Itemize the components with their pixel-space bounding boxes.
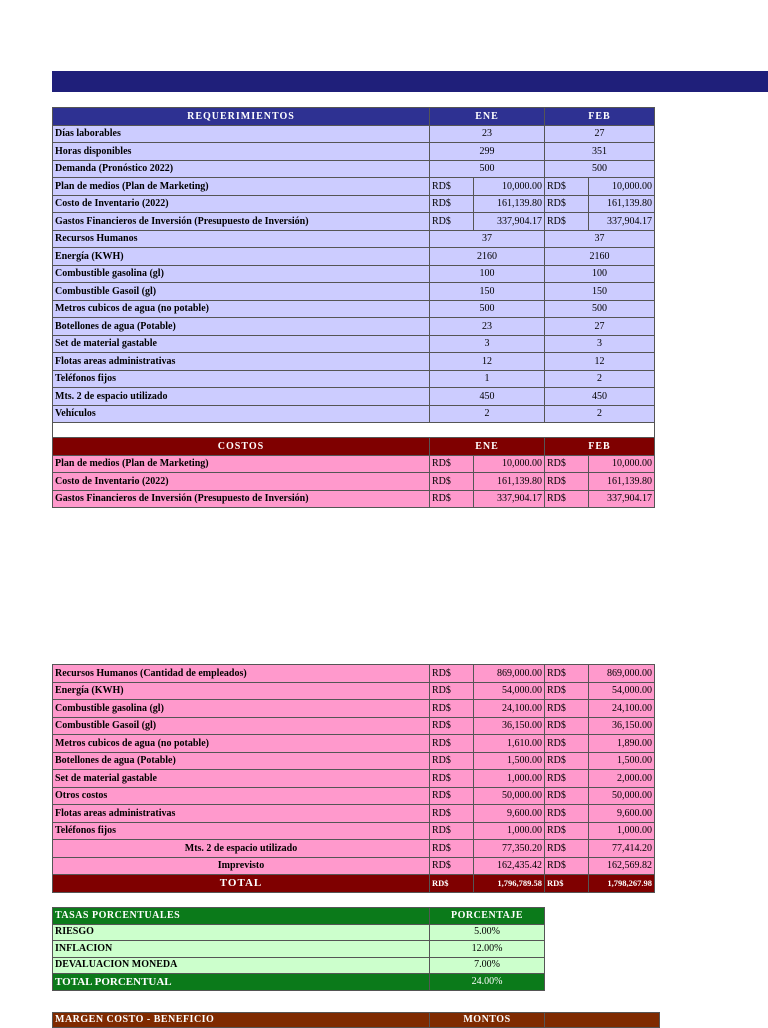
value-feb: 100: [545, 265, 655, 283]
value-ene: 1,000.00: [474, 770, 545, 788]
costos-col-feb: FEB: [545, 438, 655, 456]
costos-row: [53, 840, 655, 858]
costos-body-bottom: [53, 665, 655, 875]
total-cur-feb: RD$: [545, 875, 589, 893]
value-feb: 500: [545, 160, 655, 178]
row-label: Botellones de agua (Potable): [53, 752, 430, 770]
row-label: Set de material gastable: [53, 335, 430, 353]
row-label: Demanda (Pronóstico 2022): [53, 160, 430, 178]
value-ene: 36,150.00: [474, 717, 545, 735]
costos-title: COSTOS: [53, 438, 430, 456]
margen-title: MARGEN COSTO - BENEFICIO: [53, 1013, 430, 1028]
currency-ene: RD$: [430, 195, 474, 213]
currency-ene: RD$: [430, 717, 474, 735]
currency-feb: RD$: [545, 822, 589, 840]
row-label: Horas disponibles: [53, 143, 430, 161]
currency-feb: RD$: [545, 455, 589, 473]
currency-feb: RD$: [545, 770, 589, 788]
value-ene: 3: [430, 335, 545, 353]
costos-row: [53, 665, 655, 683]
total-cur-ene: RD$: [430, 875, 474, 893]
costos-table: [52, 437, 655, 508]
currency-feb: RD$: [545, 700, 589, 718]
value-ene: 161,139.80: [474, 195, 545, 213]
value-feb: 162,569.82: [589, 857, 655, 875]
currency-feb: RD$: [545, 717, 589, 735]
row-label: Plan de medios (Plan de Marketing): [53, 455, 430, 473]
costos-total-row: [53, 875, 655, 893]
requerimientos-row: [53, 335, 655, 353]
requerimientos-row: [53, 178, 655, 196]
margen-table: [52, 1012, 660, 1028]
currency-ene: RD$: [430, 735, 474, 753]
costos-row: [53, 805, 655, 823]
costos-row: [53, 752, 655, 770]
value-feb: 54,000.00: [589, 682, 655, 700]
value-feb: 337,904.17: [589, 490, 655, 508]
currency-ene: RD$: [430, 822, 474, 840]
row-label: Combustible Gasoil (gl): [53, 283, 430, 301]
currency-ene: RD$: [430, 490, 474, 508]
value-feb: 10,000.00: [589, 178, 655, 196]
row-label: Set de material gastable: [53, 770, 430, 788]
value-feb: 337,904.17: [589, 213, 655, 231]
value-ene: 100: [430, 265, 545, 283]
value-ene: 10,000.00: [474, 178, 545, 196]
total-ene: 1,796,789.58: [474, 875, 545, 893]
tasa-value: 5.00%: [430, 924, 545, 941]
margen-col-empty: [545, 1013, 660, 1028]
costos-row: [53, 700, 655, 718]
total-feb: 1,798,267.98: [589, 875, 655, 893]
requerimientos-row: [53, 213, 655, 231]
requerimientos-row: [53, 265, 655, 283]
value-ene: 10,000.00: [474, 455, 545, 473]
row-label: Plan de medios (Plan de Marketing): [53, 178, 430, 196]
tasas-row: [53, 957, 545, 974]
costos-row: [53, 735, 655, 753]
costos-row: [53, 822, 655, 840]
currency-ene: RD$: [430, 770, 474, 788]
currency-ene: RD$: [430, 178, 474, 196]
requerimientos-body: [53, 125, 655, 440]
currency-feb: RD$: [545, 787, 589, 805]
value-ene: 1: [430, 370, 545, 388]
tasa-value: 7.00%: [430, 957, 545, 974]
row-label: Energía (KWH): [53, 682, 430, 700]
requerimientos-row: [53, 143, 655, 161]
value-ene: 24,100.00: [474, 700, 545, 718]
requerimientos-header: [53, 108, 655, 126]
row-label: Recursos Humanos (Cantidad de empleados): [53, 665, 430, 683]
tasas-row: [53, 924, 545, 941]
tasa-label: RIESGO: [53, 924, 430, 941]
currency-feb: RD$: [545, 213, 589, 231]
row-label: Recursos Humanos: [53, 230, 430, 248]
value-ene: 150: [430, 283, 545, 301]
row-label: Metros cubicos de agua (no potable): [53, 300, 430, 318]
row-label: Otros costos: [53, 787, 430, 805]
row-label: Gastos Financieros de Inversión (Presupuesto de Inversión): [53, 490, 430, 508]
row-label: Costo de Inventario (2022): [53, 195, 430, 213]
margen-col-montos: MONTOS: [430, 1013, 545, 1028]
requerimientos-row: [53, 353, 655, 371]
row-label: Teléfonos fijos: [53, 822, 430, 840]
value-ene: 9,600.00: [474, 805, 545, 823]
currency-ene: RD$: [430, 787, 474, 805]
row-label: Teléfonos fijos: [53, 370, 430, 388]
total-label: TOTAL: [53, 875, 430, 893]
value-feb: 36,150.00: [589, 717, 655, 735]
row-label: Gastos Financieros de Inversión (Presupuesto de Inversión): [53, 213, 430, 231]
requerimientos-row: [53, 125, 655, 143]
value-ene: 337,904.17: [474, 490, 545, 508]
costos-row: [53, 787, 655, 805]
row-label: Imprevisto: [53, 857, 430, 875]
value-feb: 1,000.00: [589, 822, 655, 840]
value-ene: 12: [430, 353, 545, 371]
col-feb: FEB: [545, 108, 655, 126]
currency-feb: RD$: [545, 195, 589, 213]
value-feb: 2: [545, 405, 655, 423]
costos-row: [53, 770, 655, 788]
value-ene: 77,350.20: [474, 840, 545, 858]
value-feb: 10,000.00: [589, 455, 655, 473]
value-feb: 869,000.00: [589, 665, 655, 683]
row-label: Combustible Gasoil (gl): [53, 717, 430, 735]
value-feb: 2: [545, 370, 655, 388]
value-feb: 161,139.80: [589, 473, 655, 491]
value-ene: 162,435.42: [474, 857, 545, 875]
currency-feb: RD$: [545, 857, 589, 875]
costos-row: [53, 455, 655, 473]
row-label: Combustible gasolina (gl): [53, 700, 430, 718]
requerimientos-row: [53, 370, 655, 388]
value-feb: 24,100.00: [589, 700, 655, 718]
row-label: Metros cubicos de agua (no potable): [53, 735, 430, 753]
value-feb: 50,000.00: [589, 787, 655, 805]
value-ene: 500: [430, 300, 545, 318]
requerimientos-row: [53, 318, 655, 336]
value-feb: 150: [545, 283, 655, 301]
value-feb: 3: [545, 335, 655, 353]
currency-ene: RD$: [430, 857, 474, 875]
currency-ene: RD$: [430, 213, 474, 231]
row-label: Mts. 2 de espacio utilizado: [53, 388, 430, 406]
costos-row: [53, 490, 655, 508]
value-feb: 500: [545, 300, 655, 318]
tasas-row: [53, 941, 545, 958]
requerimientos-row: [53, 195, 655, 213]
costos-row: [53, 857, 655, 875]
costos-col-ene: ENE: [430, 438, 545, 456]
row-label: Costo de Inventario (2022): [53, 473, 430, 491]
value-feb: 161,139.80: [589, 195, 655, 213]
tasas-col-porcentaje: PORCENTAJE: [430, 908, 545, 925]
value-ene: 2: [430, 405, 545, 423]
requerimientos-row: [53, 230, 655, 248]
value-ene: 161,139.80: [474, 473, 545, 491]
tasas-total-value: 24.00%: [430, 974, 545, 991]
value-feb: 77,414.20: [589, 840, 655, 858]
tasas-title: TASAS PORCENTUALES: [53, 908, 430, 925]
value-ene: 1,000.00: [474, 822, 545, 840]
row-label: Combustible gasolina (gl): [53, 265, 430, 283]
currency-feb: RD$: [545, 735, 589, 753]
value-ene: 23: [430, 318, 545, 336]
costos-row: [53, 473, 655, 491]
row-label: Flotas areas administrativas: [53, 805, 430, 823]
requerimientos-row: [53, 300, 655, 318]
requerimientos-row: [53, 160, 655, 178]
currency-ene: RD$: [430, 840, 474, 858]
row-label: Flotas areas administrativas: [53, 353, 430, 371]
title-banner: [52, 71, 768, 92]
value-feb: 27: [545, 125, 655, 143]
currency-ene: RD$: [430, 700, 474, 718]
value-feb: 2160: [545, 248, 655, 266]
currency-ene: RD$: [430, 682, 474, 700]
currency-feb: RD$: [545, 752, 589, 770]
tasas-table: [52, 907, 545, 991]
value-ene: 2160: [430, 248, 545, 266]
value-feb: 9,600.00: [589, 805, 655, 823]
requerimientos-title: REQUERIMIENTOS: [53, 108, 430, 126]
value-ene: 299: [430, 143, 545, 161]
tasas-total-row: [53, 974, 545, 991]
value-feb: 27: [545, 318, 655, 336]
requerimientos-table: [52, 107, 655, 440]
row-label: Vehículos: [53, 405, 430, 423]
tasa-label: INFLACION: [53, 941, 430, 958]
currency-feb: RD$: [545, 490, 589, 508]
value-ene: 50,000.00: [474, 787, 545, 805]
row-label: Días laborables: [53, 125, 430, 143]
currency-ene: RD$: [430, 752, 474, 770]
currency-feb: RD$: [545, 682, 589, 700]
costos-row: [53, 682, 655, 700]
requerimientos-row: [53, 248, 655, 266]
value-ene: 54,000.00: [474, 682, 545, 700]
value-ene: 23: [430, 125, 545, 143]
currency-feb: RD$: [545, 473, 589, 491]
requerimientos-row: [53, 283, 655, 301]
value-ene: 37: [430, 230, 545, 248]
currency-feb: RD$: [545, 178, 589, 196]
value-ene: 450: [430, 388, 545, 406]
costos-header: [53, 438, 655, 456]
value-feb: 351: [545, 143, 655, 161]
currency-ene: RD$: [430, 455, 474, 473]
currency-feb: RD$: [545, 665, 589, 683]
value-ene: 500: [430, 160, 545, 178]
currency-feb: RD$: [545, 840, 589, 858]
value-ene: 1,610.00: [474, 735, 545, 753]
costos-table-continued: [52, 664, 655, 893]
tasa-label: DEVALUACION MONEDA: [53, 957, 430, 974]
costos-body-top: [53, 455, 655, 508]
row-label: Mts. 2 de espacio utilizado: [53, 840, 430, 858]
tasas-body: [53, 924, 545, 974]
currency-ene: RD$: [430, 665, 474, 683]
tasas-header: [53, 908, 545, 925]
costos-row: [53, 717, 655, 735]
value-feb: 2,000.00: [589, 770, 655, 788]
col-ene: ENE: [430, 108, 545, 126]
row-label: Botellones de agua (Potable): [53, 318, 430, 336]
requerimientos-row: [53, 388, 655, 406]
value-ene: 337,904.17: [474, 213, 545, 231]
tasas-total-label: TOTAL PORCENTUAL: [53, 974, 430, 991]
value-feb: 37: [545, 230, 655, 248]
requerimientos-row: [53, 405, 655, 423]
currency-feb: RD$: [545, 805, 589, 823]
currency-ene: RD$: [430, 805, 474, 823]
row-label: Energía (KWH): [53, 248, 430, 266]
currency-ene: RD$: [430, 473, 474, 491]
value-feb: 1,890.00: [589, 735, 655, 753]
value-ene: 1,500.00: [474, 752, 545, 770]
tasa-value: 12.00%: [430, 941, 545, 958]
value-feb: 1,500.00: [589, 752, 655, 770]
value-ene: 869,000.00: [474, 665, 545, 683]
value-feb: 12: [545, 353, 655, 371]
value-feb: 450: [545, 388, 655, 406]
